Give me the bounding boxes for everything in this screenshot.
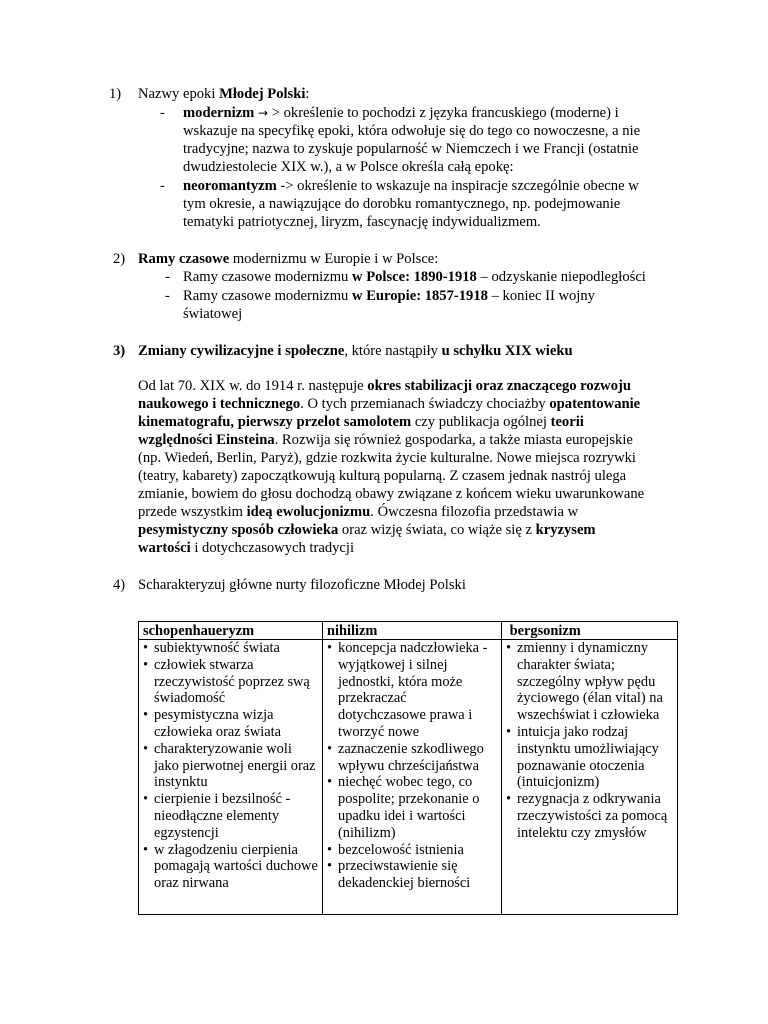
paragraph-line-4: względności Einsteina. Rozwija się również gospodarka, a także miasta europejskie [138, 432, 633, 448]
section-1-number: 1) [109, 86, 122, 102]
bullet-icon: • [327, 774, 333, 791]
bullet-icon: • [143, 656, 149, 673]
paragraph-line-10: wartości i dotychczasowych tradycji [138, 540, 354, 556]
section-2-number: 2) [113, 251, 126, 267]
list-item: • zaznaczenie szkodliwego wpływu chrześcijaństwa [327, 740, 484, 774]
paragraph-line-3: kinematografu, pierwszy przelot samolotem czy publikacja ogólnej teorii [138, 414, 584, 430]
bullet-icon: • [143, 791, 149, 808]
list-item: • subiektywność świata [143, 640, 280, 656]
header-nihilizm: nihilizm [323, 622, 502, 640]
bullet-icon: • [327, 858, 333, 875]
modernizm-line-1: modernizm → > określenie to pochodzi z języka francuskiego (moderne) i [183, 105, 619, 121]
cell-bergsonizm [502, 640, 678, 915]
header-schopenhaueryzm: schopenhaueryzm [139, 622, 323, 640]
modernizm-line-3: tradycyjne; nazwa to zyskuje popularność w Niemczech i we Francji (ostatnie [183, 141, 639, 157]
neoromantyzm-line-2: tym okresie, a nawiązujące do dorobku romantycznego, np. podejmowanie [183, 196, 621, 212]
list-item: • charakteryzowanie woli jako pierwotnej energii oraz instynktu [143, 740, 316, 791]
bullet-icon: • [143, 740, 149, 757]
section-4-heading: Scharakteryzuj główne nurty filozoficzne Młodej Polski [138, 577, 466, 593]
neoromantyzm-line-1: neoromantyzm -> określenie to wskazuje na inspiracje szczególnie obecne w [183, 178, 639, 194]
header-bergsonizm: bergsonizm [502, 622, 678, 640]
arrow-right-icon: → [258, 106, 269, 120]
bullet-icon: • [327, 740, 333, 757]
cell-schopenhaueryzm [139, 640, 323, 915]
list-item: • rezygnacja z odkrywania rzeczywistości za pomocą intelektu czy zmysłów [506, 791, 668, 841]
philosophy-table [138, 621, 678, 915]
bullet-icon: • [143, 640, 149, 656]
list-item: • niechęć wobec tego, co pospolite; przekonanie o upadku idei i wartości (nihilizm) [327, 774, 480, 841]
list-item: • koncepcja nadczłowieka - wyjątkowej i silnej jednostki, która może przekraczać dotychczasowe prawa i tworzyć nowe [327, 640, 488, 740]
list-item: • przeciwstawienie się dekadenckiej bierności [327, 858, 471, 892]
list-item: • cierpienie i bezsilność - nieodłączne elementy egzystencji [143, 791, 291, 841]
dash-bullet: - [160, 178, 165, 194]
ramy-europa-continuation: światowej [183, 306, 243, 322]
list-item: • pesymistyczna wizja człowieka oraz świata [143, 707, 282, 740]
list-item: • intuicja jako rodzaj instynktu umożliwiający poznawanie otoczenia (intuicjonizm) [506, 723, 659, 791]
ramy-europa-line: Ramy czasowe modernizmu w Europie: 1857-1918 – koniec II wojny [183, 288, 595, 304]
list-item: • zmienny i dynamiczny charakter świata; szczególny wpływ pędu życiowego (élan vital) na wszechświat i człowieka [506, 640, 663, 724]
paragraph-line-2: naukowego i technicznego. O tych przemianach świadczy chociażby opatentowanie [138, 396, 641, 412]
paragraph-line-7: zmianie, bowiem do głosu dochodzą obawy związane z końcem wieku uwarunkowane [138, 486, 645, 502]
cell-nihilizm [323, 640, 502, 915]
dash-bullet: - [165, 269, 170, 285]
dash-bullet: - [160, 105, 165, 121]
modernizm-line-2: wskazuje na specyfikę epoki, która odwołuje się do tego co nowoczesne, a nie [183, 123, 641, 139]
section-1-heading: Nazwy epoki Młodej Polski: [138, 86, 310, 102]
term-neoromantyzm: neoromantyzm [183, 178, 277, 194]
bullet-icon: • [506, 640, 512, 656]
bullet-icon: • [506, 723, 512, 740]
neoromantyzm-line-3: tematyki patriotycznej, liryzm, fascynację indywidualizmem. [183, 214, 541, 230]
list-item: • człowiek stwarza rzeczywistość poprzez swą świadomość [143, 656, 310, 707]
paragraph-line-5: (np. Wiedeń, Berlin, Paryż), gdzie rozkwita życie kulturalne. Nowe miejsca rozrywki [138, 450, 636, 466]
table-header-row [139, 622, 678, 640]
paragraph-line-8: przede wszystkim ideą ewolucjonizmu. Ówczesna filozofia przedstawia w [138, 504, 579, 520]
paragraph-line-1: Od lat 70. XIX w. do 1914 r. następuje okres stabilizacji oraz znaczącego rozwoju [138, 378, 631, 394]
paragraph-line-9: pesymistyczny sposób człowieka oraz wizję świata, co wiąże się z kryzysem [138, 522, 596, 538]
bullet-icon: • [506, 791, 512, 808]
bullet-icon: • [143, 841, 149, 858]
section-4-number: 4) [113, 577, 126, 593]
list-item: • w złagodzeniu cierpienia pomagają wartości duchowe oraz nirwana [143, 841, 318, 892]
table-row [139, 640, 678, 915]
list-item: • bezcelowość istnienia [327, 841, 464, 858]
paragraph-line-6: (teatry, kabarety) zapoczątkowują kulturą popularną. Z czasem jednak nastrój ulega [138, 468, 627, 484]
section-3-number: 3) [113, 343, 126, 359]
modernizm-line-4: dwudziestolecie XIX w.), a w Polsce określa całą epokę: [183, 159, 514, 175]
section-3-heading: Zmiany cywilizacyjne i społeczne, które nastąpiły u schyłku XIX wieku [138, 343, 573, 359]
ramy-polska-line: Ramy czasowe modernizmu w Polsce: 1890-1918 – odzyskanie niepodległości [183, 269, 646, 285]
bullet-icon: • [143, 707, 149, 724]
section-2-heading: Ramy czasowe modernizmu w Europie i w Polsce: [138, 251, 439, 267]
dash-bullet: - [165, 288, 170, 304]
bullet-icon: • [327, 841, 333, 858]
term-modernizm: modernizm [183, 105, 255, 121]
bullet-icon: • [327, 640, 333, 656]
